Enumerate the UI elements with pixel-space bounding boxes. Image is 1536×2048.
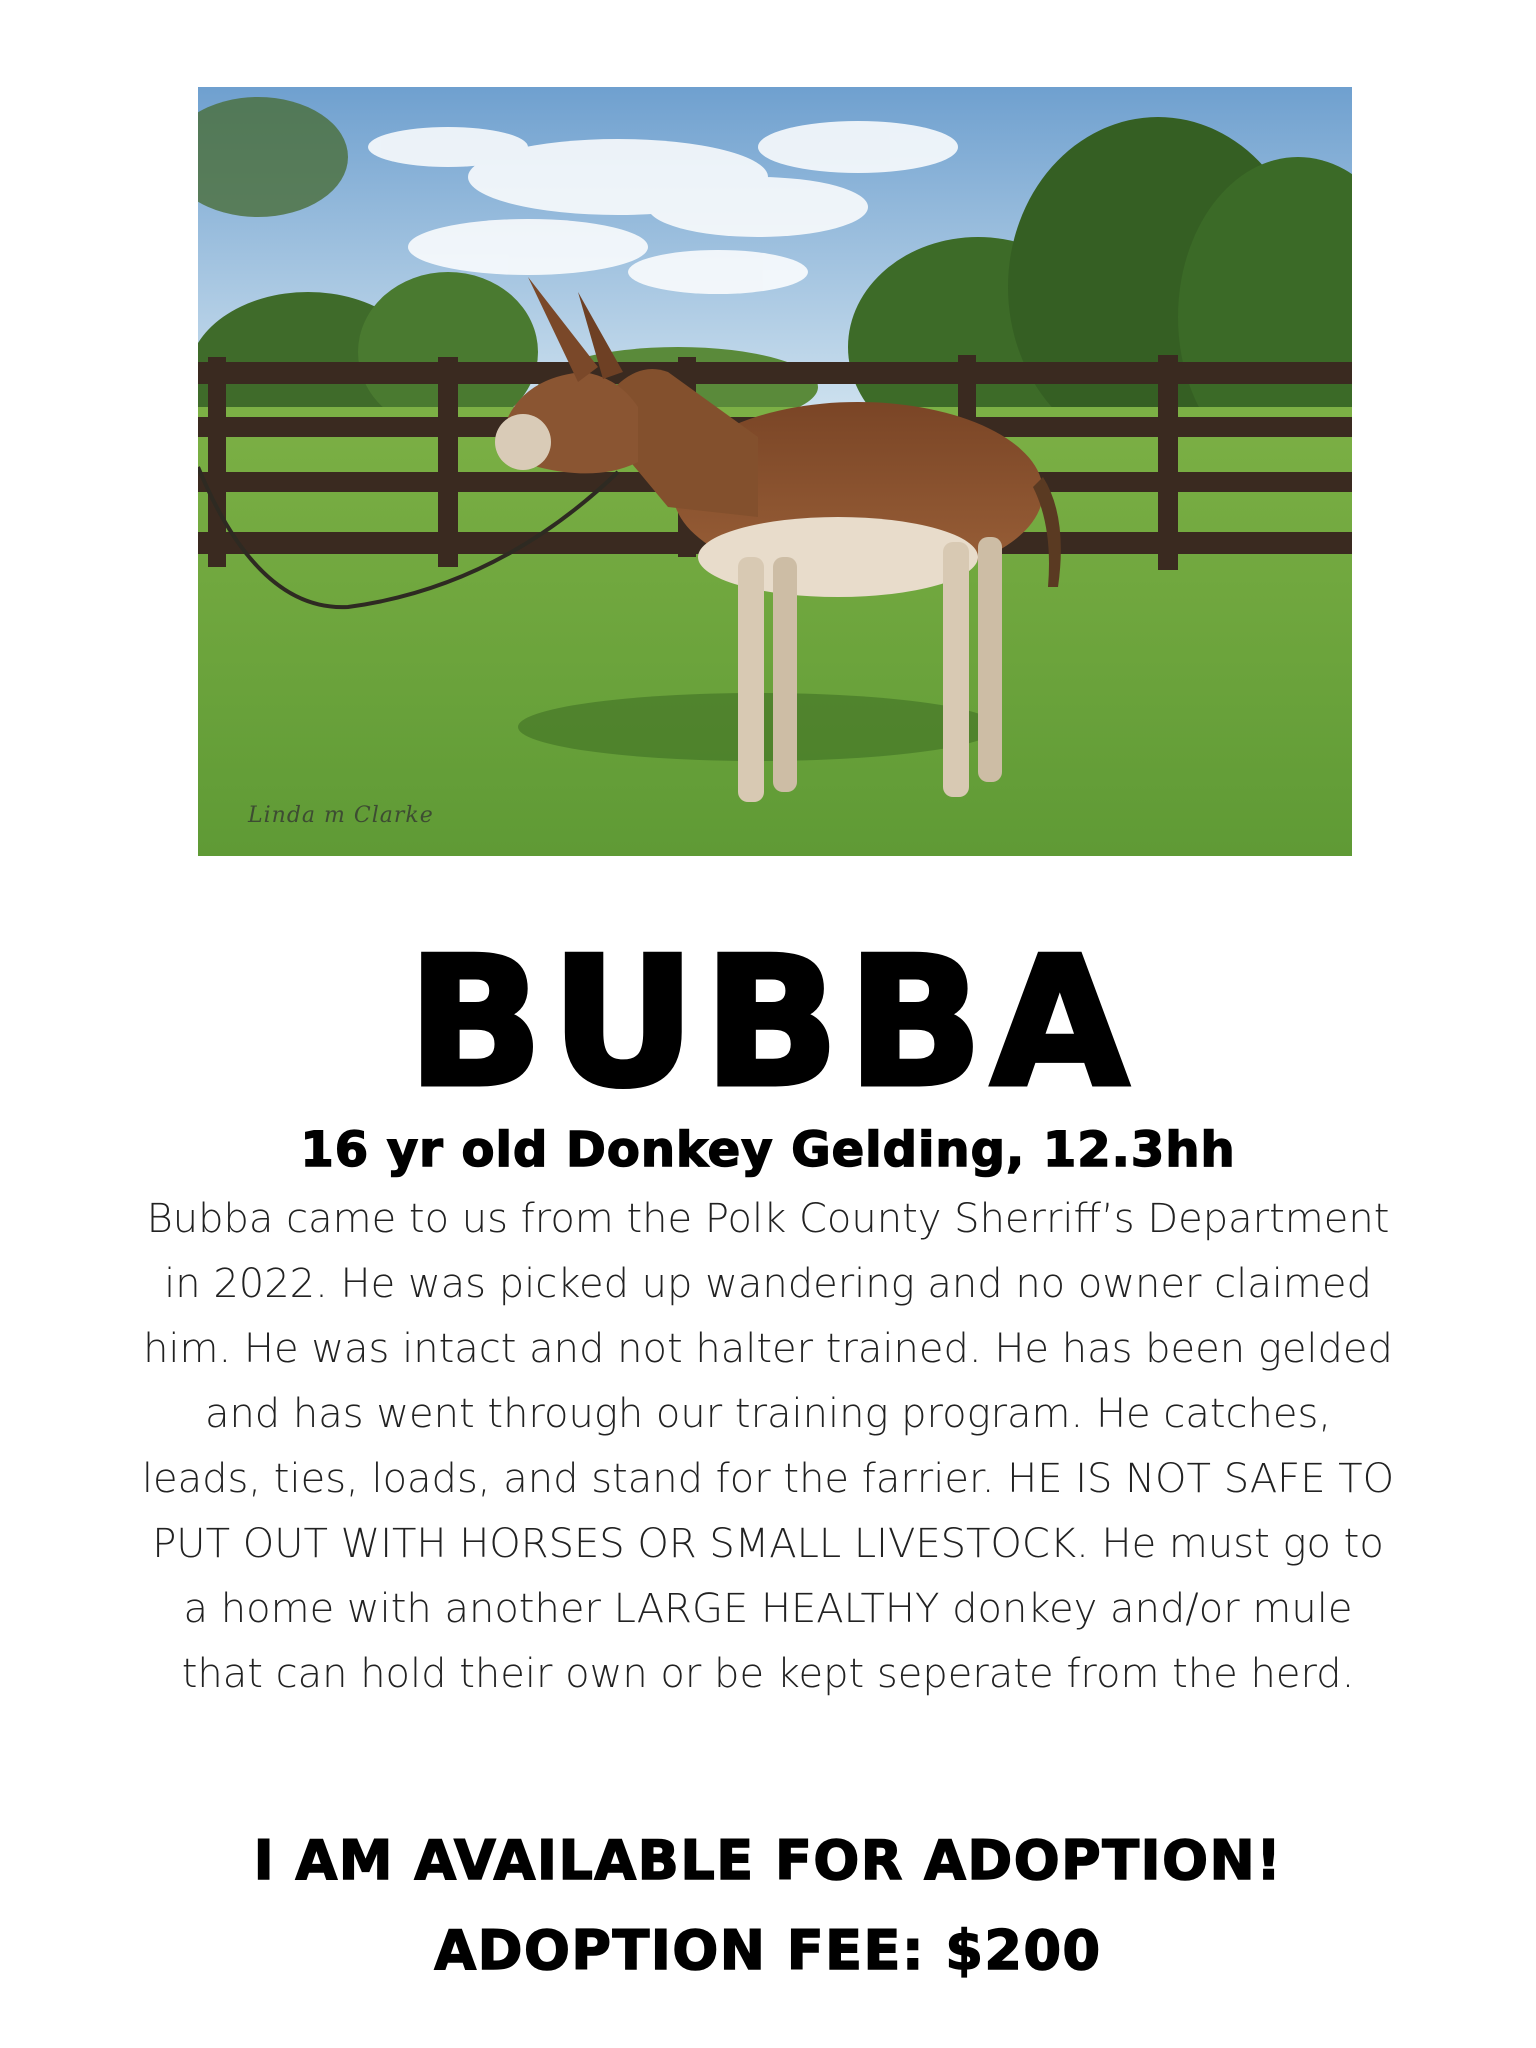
donkey-photo-illustration	[198, 87, 1352, 856]
donkey-photo	[198, 87, 1352, 856]
animal-name: BUBBA	[407, 919, 1137, 1126]
animal-summary: 16 yr old Donkey Gelding, 12.3hh	[300, 1122, 1236, 1178]
animal-description: Bubba came to us from the Polk County Sherriff’s Department in 2022. He was picked up wandering and no owner claimed him. He was intact and not halter trained. He has been gelded and has went through our training program. He catches, leads, ties, loads, and stand for the farrier. HE IS NOT SAFE TO PUT OUT WITH HORSES OR SMALL LIVESTOCK. He must go to a home with another LARGE HEALTHY donkey and/or mule that can hold their own or be kept seperate from the herd.	[141, 1196, 1395, 1697]
adoption-fee: ADOPTION FEE: $200	[434, 1919, 1102, 1982]
availability-heading: I AM AVAILABLE FOR ADOPTION!	[253, 1829, 1283, 1892]
photographer-signature: Linda m Clarke	[248, 803, 434, 828]
